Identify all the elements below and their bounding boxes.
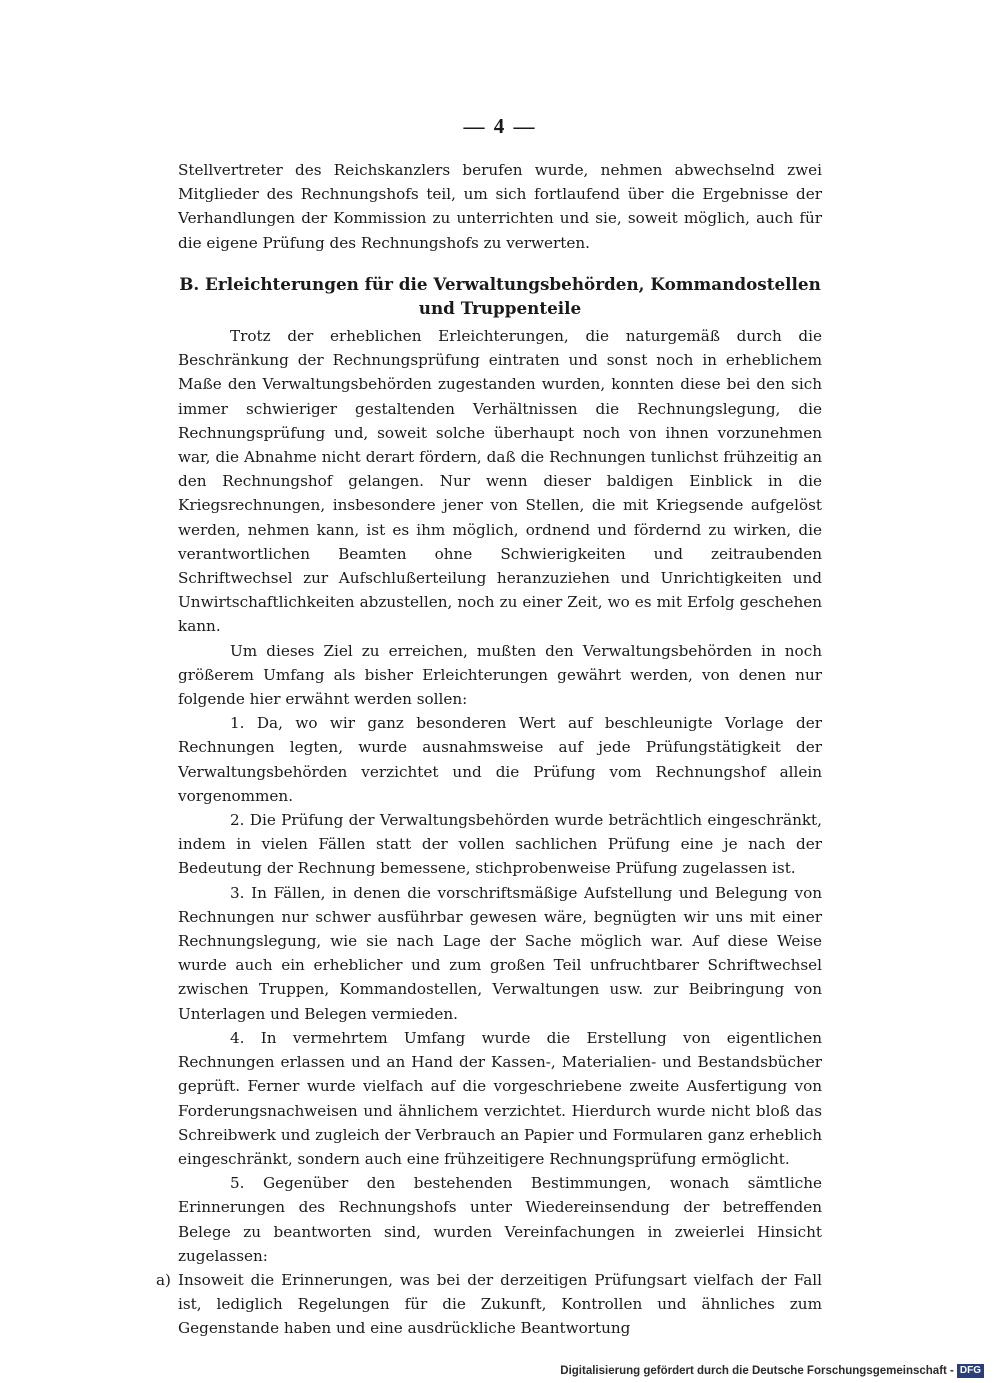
footer-text: Digitalisierung gefördert durch die Deutsche Forschungsgemeinschaft -	[560, 1365, 954, 1377]
body-paragraph-1: Trotz der erheblichen Erleichterungen, die naturgemäß durch die Beschränkung der Rechnungsprüfung eintraten und sonst noch in erheblichem Maße den Verwaltungsbehörden zugestanden wurden, konnten diese bei den sich immer schwieriger gestaltenden Verhältnissen die Rechnungslegung, die Rechnungsprüfung und, soweit solche überhaupt noch von ihnen vorzunehmen war, die Abnahme nicht derart fördern, daß die Rechnungen tunlichst frühzeitig an den Rechnungshof gelangen. Nur wenn dieser baldigen Einblick in die Kriegsrechnungen, insbesondere jener von Stellen, die mit Kriegsende aufgelöst werden, nehmen kann, ist es ihm möglich, ordnend und fördernd zu wirken, die verantwortlichen Beamten ohne Schwierigkeiten und zeitraubenden Schriftwechsel zur Aufschlußerteilung heranzuziehen und Unrichtigkeiten und Unwirtschaftlichkeiten abzustellen, noch zu einer Zeit, wo es mit Erfolg geschehen kann.	[178, 327, 822, 636]
list-item-5: 5. Gegenüber den bestehenden Bestimmungen, wonach sämtliche Erinnerungen des Rechnungshofs unter Wiedereinsendung der betreffenden Belege zu beantworten sind, wurden Vereinfachungen in zweierlei Hinsicht zugelassen:	[178, 1174, 822, 1265]
section-body	[156, 324, 822, 1341]
list-item-1: 1. Da, wo wir ganz besonderen Wert auf beschleunigte Vorlage der Rechnungen legten, wurde ausnahmsweise auf jede Prüfungstätigkeit der Verwaltungsbehörden verzichtet und die Prüfung vom Rechnungshof allein vorgenommen.	[178, 714, 822, 805]
sub-item-marker: a)	[156, 1270, 171, 1289]
section-heading-line-2: und Truppenteile	[418, 298, 582, 318]
section-heading-line-1: B. Erleichterungen für die Verwaltungsbehörden, Kommandostellen	[179, 274, 821, 294]
list-item-2: 2. Die Prüfung der Verwaltungsbehörden wurde beträchtlich eingeschränkt, indem in vielen Fällen statt der vollen sachlichen Prüfung eine je nach der Bedeutung der Rechnung bemessene, stichprobenweise Prüfung zugelassen ist.	[178, 811, 822, 878]
dfg-logo: DFG	[957, 1364, 984, 1378]
sub-item-text: Insoweit die Erinnerungen, was bei der derzeitigen Prüfungsart vielfach der Fall ist, lediglich Regelungen für die Zukunft, Kontrollen und ähnliches zum Gegenstande haben und eine ausdrückliche Beantwortung	[178, 1270, 822, 1338]
intro-paragraph	[178, 158, 822, 255]
section-heading	[178, 272, 822, 320]
page-number: — 4 —	[463, 114, 537, 138]
intro-text: Stellvertreter des Reichskanzlers berufen wurde, nehmen abwechselnd zwei Mitglieder des Rechnungshofs teil, um sich fortlaufend über die Ergebnisse der Verhandlungen der Kommission zu unterrichten und sie, soweit möglich, auch für die eigene Prüfung des Rechnungshofs zu verwerten.	[178, 161, 822, 252]
list-item-3: 3. In Fällen, in denen die vorschriftsmäßige Aufstellung und Belegung von Rechnungen nur schwer ausführbar gewesen wäre, begnügten wir uns mit einer Rechnungslegung, wie sie nach Lage der Sache möglich war. Auf diese Weise wurde auch ein erheblicher und zum großen Teil unfruchtbarer Schriftwechsel zwischen Truppen, Kommandostellen, Verwaltungen usw. zur Beibringung von Unterlagen und Belegen vermieden.	[178, 883, 822, 1023]
body-paragraph-2: Um dieses Ziel zu erreichen, mußten den Verwaltungsbehörden in noch größerem Umfang als bisher Erleichterungen gewährt werden, von denen nur folgende hier erwähnt werden sollen:	[178, 641, 822, 709]
footer-credit	[560, 1364, 984, 1378]
sub-item-a	[156, 1268, 822, 1341]
list-item-4: 4. In vermehrtem Umfang wurde die Erstellung von eigentlichen Rechnungen erlassen und an Hand der Kassen-, Materialien- und Bestandsbücher geprüft. Ferner wurde vielfach auf die vorgeschriebene zweite Ausfertigung von Forderungsnachweisen und ähnlichem verzichtet. Hierdurch wurde nicht bloß das Schreibwerk und zugleich der Verbrauch an Papier und Formularen ganz erheblich eingeschränkt, sondern auch eine frühzeitigere Rechnungsprüfung ermöglicht.	[178, 1028, 822, 1168]
